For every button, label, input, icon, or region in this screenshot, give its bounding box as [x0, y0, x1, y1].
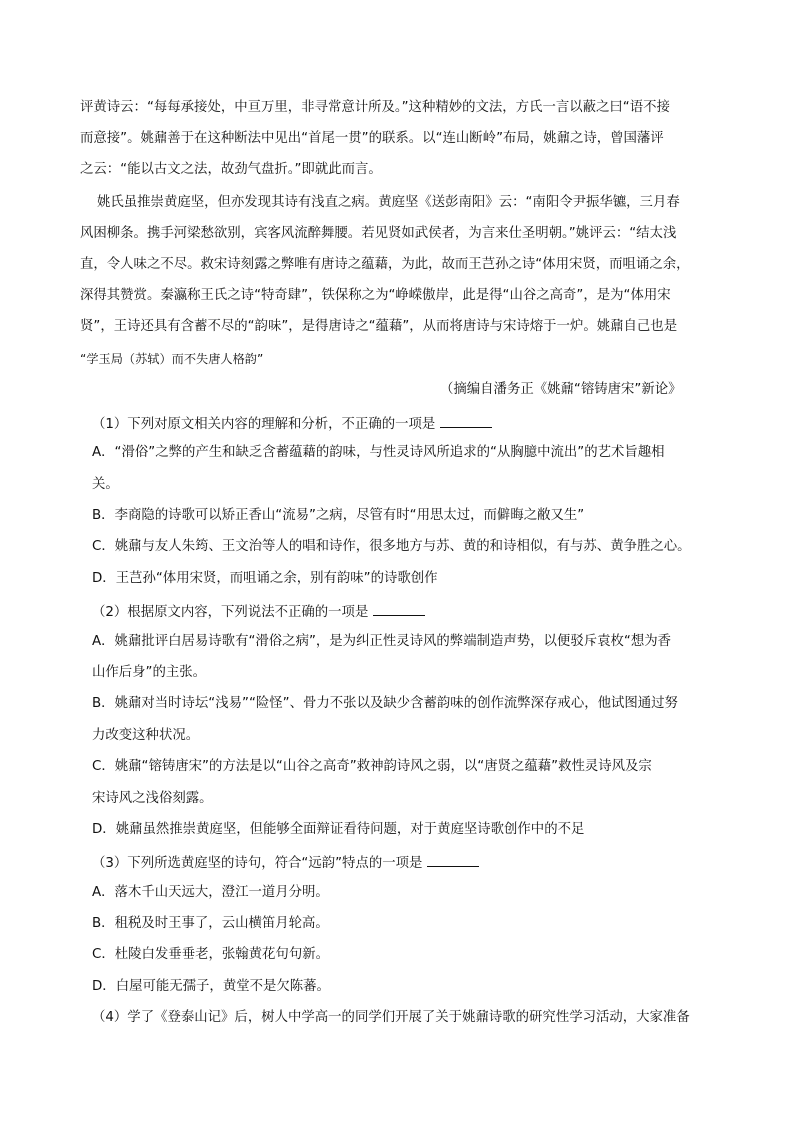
- answer-blank[interactable]: [427, 852, 479, 867]
- passage-line: “学玉局（苏轼）而不失唐人格韵”: [80, 352, 264, 366]
- passage-line: 直，令人味之不尽。救宋诗刻露之弊唯有唐诗之蕴藉，为此，故而王芑孙之诗“体用宋贤，而咀诵之余，: [80, 257, 690, 272]
- option-b: B．李商隐的诗歌可以矫正香山“流易”之病，尽管有时“用思太过，而僻晦之敝又生”: [92, 508, 585, 523]
- question-stem: （2）根据原文内容，下列说法不正确的一项是: [92, 601, 425, 622]
- passage-line: 评黄诗云：“每每承接处，中亘万里，非寻常意计所及。”这种精妙的文法，方氏一言以蔽之曰“语不接: [80, 100, 670, 115]
- option-d: D．姚鼐虽然推崇黄庭坚，但能够全面辩证看待问题，对于黄庭坚诗歌创作中的不足: [92, 822, 585, 837]
- passage-line: 姚氏虽推崇黄庭坚，但亦发现其诗有浅直之病。黄庭坚《送彭南阳》云：“南阳令尹振华镳，三月春: [97, 195, 680, 210]
- answer-blank[interactable]: [373, 601, 425, 616]
- passage-line: 之云：“能以古文之法，故劲气盘折。”即就此而言。: [80, 162, 382, 177]
- option-b: B．姚鼐对当时诗坛“浅易”“险怪”、骨力不张以及缺少含蓄韵味的创作流弊深存戒心，他试图通过努: [92, 696, 678, 711]
- option-a-cont: 山作后身”的主张。: [92, 665, 207, 680]
- option-c: C．姚鼐与友人朱筠、王文治等人的唱和诗作，很多地方与苏、黄的和诗相似，有与苏、黄争胜之心。: [92, 539, 691, 554]
- passage-line: 贤”，王诗还具有含蓄不尽的“韵味”，是得唐诗之“蕴藉”，从而将唐诗与宋诗熔于一炉。姚鼐自己也是: [80, 319, 678, 334]
- option-c-cont: 宋诗风之浅俗刻露。: [92, 791, 213, 806]
- option-b: B．租税及时王事了，云山横笛月轮高。: [92, 916, 329, 931]
- answer-blank[interactable]: [440, 413, 492, 428]
- option-d: D．白屋可能无孺子，黄堂不是欠陈蕃。: [92, 979, 330, 994]
- option-a: A．落木千山天远大，澄江一道月分明。: [92, 885, 329, 900]
- passage-line: 而意接”。姚鼐善于在这种断法中见出“首尾一贯”的联系。以“连山断岭”布局，姚鼐之诗，曾国藩评: [80, 131, 664, 146]
- passage-line: 深得其赞赏。秦瀛称王氏之诗“特奇肆”，铁保称之为“峥嵘傲岸，此是得“山谷之高奇”，是为“体用宋: [80, 288, 671, 303]
- option-a-cont: 关。: [92, 477, 119, 492]
- question-stem: （1）下列对原文相关内容的理解和分析，不正确的一项是: [92, 413, 492, 434]
- option-d: D．王芑孙“体用宋贤，而咀诵之余，别有韵味”的诗歌创作: [92, 571, 438, 586]
- option-c: C．杜陵白发垂垂老，张翰黄花句句新。: [92, 947, 329, 962]
- option-b-cont: 力改变这种状况。: [92, 728, 200, 743]
- source-citation: （摘编自潘务正《姚鼐“镕铸唐宋”新论》: [440, 382, 682, 397]
- question-stem: （3）下列所选黄庭坚的诗句，符合“远韵”特点的一项是: [92, 852, 479, 873]
- option-a: A．“滑俗”之弊的产生和缺乏含蓄蕴藉的韵味，与性灵诗风所追求的“从胸臆中流出”的艺术旨趣相: [92, 445, 665, 460]
- option-a: A．姚鼐批评白居易诗歌有“滑俗之病”，是为纠正性灵诗风的弊端制造声势，以便驳斥袁枚“想为香: [92, 634, 671, 649]
- passage-line: 风困柳条。携手河梁愁欲别，宾客风流醉舞腰。若见贤如武侯者，为言来仕圣明朝。”姚评云：“结太浅: [80, 226, 677, 241]
- option-c: C．姚鼐“镕铸唐宋”的方法是以“山谷之高奇”救神韵诗风之弱，以“唐贤之蕴藉”救性灵诗风及宗: [92, 759, 652, 774]
- question-stem: （4）学了《登泰山记》后，树人中学高一的同学们开展了关于姚鼐诗歌的研究性学习活动，大家准备: [92, 1010, 690, 1025]
